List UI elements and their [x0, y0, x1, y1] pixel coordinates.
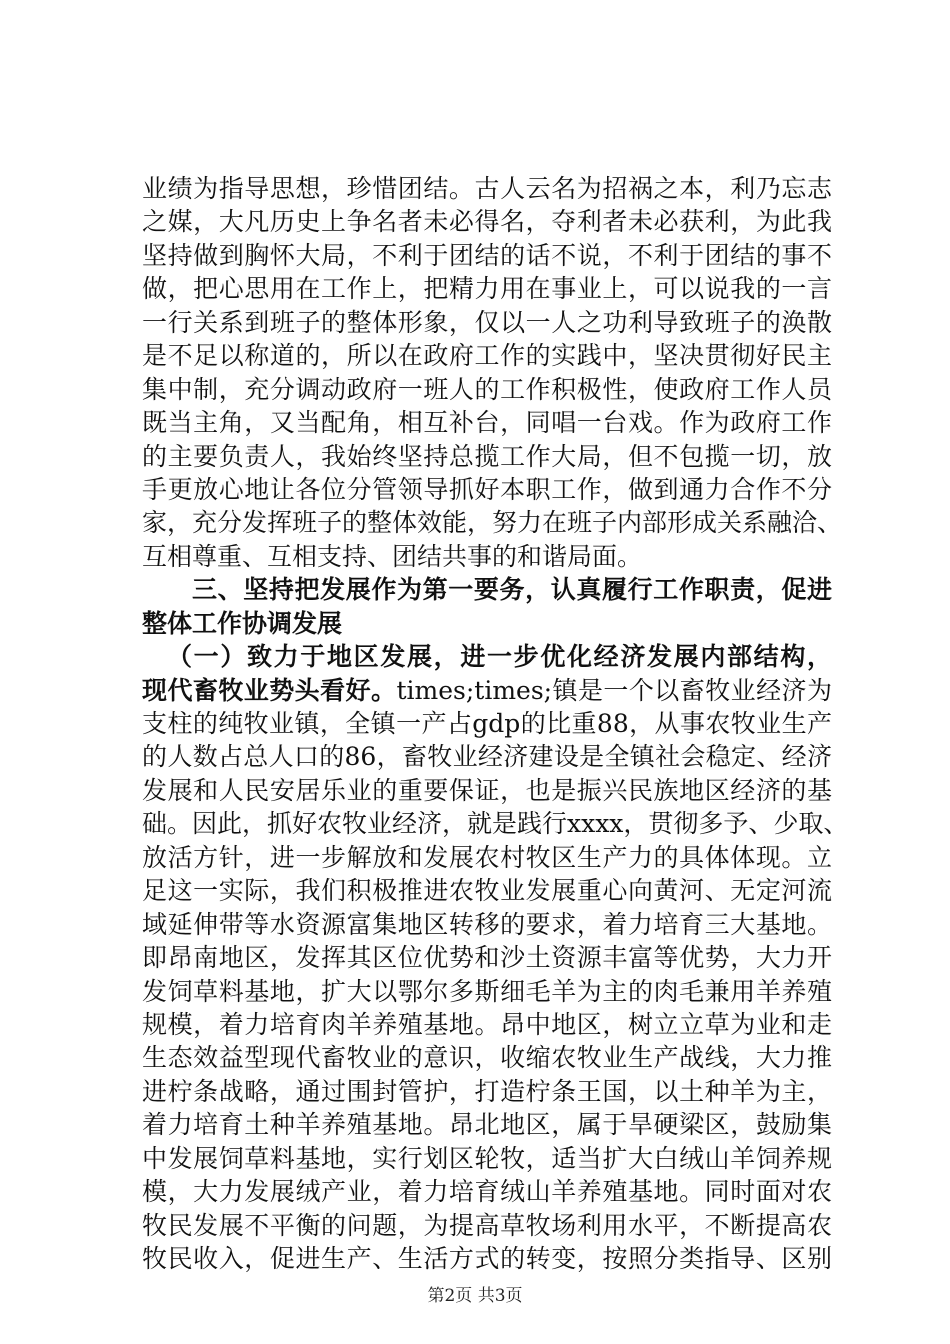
paragraph-line: 域延伸带等水资源富集地区转移的要求，着力培育三大基地。: [142, 909, 832, 939]
paragraph-line: 业绩为指导思想，珍惜团结。古人云名为招祸之本，利乃忘志: [142, 174, 832, 203]
paragraph-line: 牧民发展不平衡的问题，为提高草牧场利用水平，不断提高农: [142, 1210, 832, 1240]
section-heading: 三、坚持把发展作为第一要务，认真履行工作职责，促进: [192, 575, 832, 605]
paragraph-line: 进柠条战略，通过围封管护，打造柠条王国，以土种羊为主，: [142, 1076, 832, 1106]
paragraph-line: 中发展饲草料基地，实行划区轮牧，适当扩大白绒山羊饲养规: [142, 1143, 832, 1173]
page-number-footer: 第2页 共3页: [427, 1286, 523, 1306]
paragraph-line: 即昂南地区，发挥其区位优势和沙土资源丰富等优势，大力开: [142, 943, 832, 973]
paragraph-line: 做，把心思用在工作上，把精力用在事业上，可以说我的一言: [142, 274, 832, 304]
sub-heading-line: [142, 674, 832, 707]
paragraph-line: 的人数占总人口的86，畜牧业经济建设是全镇社会稳定、经济: [142, 742, 832, 772]
paragraph-line: 互相尊重、互相支持、团结共事的和谐局面。: [142, 541, 643, 571]
paragraph-line: 规模，着力培育肉羊养殖基地。昂中地区，树立立草为业和走: [142, 1009, 832, 1039]
paragraph-line: 支柱的纯牧业镇，全镇一产占gdp的比重88，从事农牧业生产: [142, 709, 832, 738]
sub-heading-tail: 现代畜牧业势头看好。: [142, 675, 397, 705]
section-heading: 整体工作协调发展: [142, 608, 343, 638]
paragraph-line: 之媒，大凡历史上争名者未必得名，夺利者未必获利，为此我: [142, 207, 832, 237]
document-body: [142, 172, 849, 1275]
paragraph-line: 牧民收入，促进生产、生活方式的转变，按照分类指导、区别: [142, 1244, 832, 1273]
paragraph-line: 集中制，充分调动政府一班人的工作积极性，使政府工作人员: [142, 374, 832, 404]
paragraph-line: 着力培育土种羊养殖基地。昂北地区，属于旱硬梁区，鼓励集: [142, 1110, 832, 1140]
paragraph-line: 的主要负责人，我始终坚持总揽工作大局，但不包揽一切，放: [142, 441, 832, 471]
paragraph-line: 一行关系到班子的整体形象，仅以一人之功利导致班子的涣散: [142, 307, 832, 337]
paragraph-text: times;times;镇是一个以畜牧业经济为: [396, 675, 832, 705]
paragraph-line: 是不足以称道的，所以在政府工作的实践中，坚决贯彻好民主: [142, 341, 832, 371]
paragraph-line: 足这一实际，我们积极推进农牧业发展重心向黄河、无定河流: [142, 876, 832, 906]
paragraph-line: 手更放心地让各位分管领导抓好本职工作，做到通力合作不分: [142, 474, 832, 504]
paragraph-line: 家，充分发挥班子的整体效能，努力在班子内部形成关系融洽、: [142, 508, 843, 538]
paragraph-line: 生态效益型现代畜牧业的意识，收缩农牧业生产战线，大力推: [142, 1043, 832, 1073]
sub-heading: （一）致力于地区发展，进一步优化经济发展内部结构，: [167, 642, 832, 672]
paragraph-line: 放活方针，进一步解放和发展农村牧区生产力的具体体现。立: [142, 842, 832, 872]
paragraph-line: 坚持做到胸怀大局，不利于团结的话不说，不利于团结的事不: [142, 240, 832, 270]
paragraph-line: 础。因此，抓好农牧业经济，就是践行xxxx，贯彻多予、少取、: [142, 809, 849, 839]
paragraph-line: 发展和人民安居乐业的重要保证，也是振兴民族地区经济的基: [142, 775, 832, 805]
paragraph-line: 模，大力发展绒产业，着力培育绒山羊养殖基地。同时面对农: [142, 1177, 832, 1207]
paragraph-line: 既当主角，又当配角，相互补台，同唱一台戏。作为政府工作: [142, 408, 832, 438]
paragraph-line: 发饲草料基地，扩大以鄂尔多斯细毛羊为主的肉毛兼用羊养殖: [142, 976, 832, 1006]
